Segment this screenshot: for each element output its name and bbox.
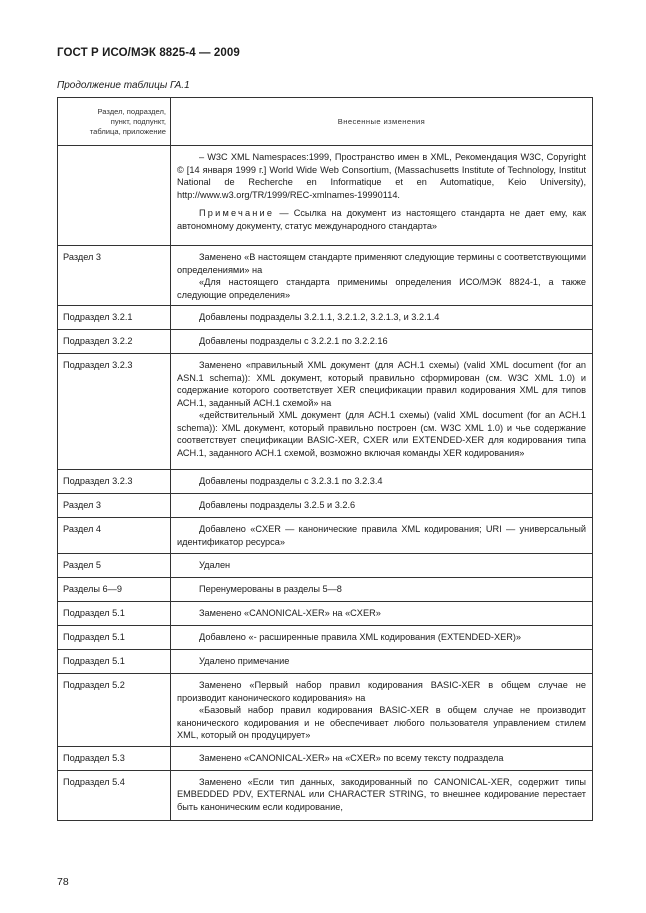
row-section: Раздел 4 xyxy=(58,518,171,554)
change-paragraph: – W3C XML Namespaces:1999, Пространство имен в XML, Рекомендация W3C, Copyright © [14 января 1999 г.] World Wide Web Consortium, (Massachusetts Institute of Technology, Institut National de Recherche en Informatique et en Automatique, Keio University), http://www.w3.org/TR/1999/REC-xmlnames-19990114. xyxy=(177,152,586,200)
row-changes xyxy=(171,554,593,578)
changes-table xyxy=(57,97,593,821)
row-section: Подраздел 3.2.3 xyxy=(58,470,171,494)
row-section: Подраздел 5.1 xyxy=(58,602,171,626)
row-changes xyxy=(171,650,593,674)
table-row xyxy=(58,306,593,330)
table-caption: Продолжение таблицы ГА.1 xyxy=(57,80,190,91)
change-paragraph: Удален xyxy=(199,560,231,571)
row-changes xyxy=(171,602,593,626)
row-changes xyxy=(171,770,593,820)
column-header-section-line2: пункт, подпункт, xyxy=(110,116,166,126)
table-row xyxy=(58,770,593,820)
column-header-section-line1: Раздел, подраздел, xyxy=(97,106,166,116)
table-row xyxy=(58,330,593,354)
row-changes xyxy=(171,306,593,330)
document-header: ГОСТ Р ИСО/МЭК 8825-4 — 2009 xyxy=(57,47,240,59)
column-header-changes: Внесенные изменения xyxy=(171,98,593,146)
row-changes xyxy=(171,518,593,554)
row-section: Раздел 3 xyxy=(58,494,171,518)
change-paragraph: Добавлено «- расширенные правила XML кодирования (EXTENDED-XER)» xyxy=(199,632,522,643)
row-section: Раздел 5 xyxy=(58,554,171,578)
row-changes xyxy=(171,330,593,354)
page-number: 78 xyxy=(57,876,69,888)
change-paragraph: Заменено «В настоящем стандарте применяют следующие термины с соответствующими определениями» на xyxy=(177,252,586,275)
row-changes xyxy=(171,246,593,306)
table-row xyxy=(58,554,593,578)
table-row xyxy=(58,578,593,602)
note-label: Примечание xyxy=(199,208,275,218)
row-changes xyxy=(171,146,593,246)
row-changes xyxy=(171,354,593,470)
change-paragraph: Удалено примечание xyxy=(199,656,290,667)
change-paragraph: Заменено «CANONICAL-XER» на «CXER» xyxy=(199,608,381,619)
table-header-row xyxy=(58,98,593,146)
change-paragraph: Заменено «Первый набор правил кодирования BASIC-XER в общем случае не производит канонического кодирования» на xyxy=(177,680,586,703)
column-header-section-line3: таблица, приложение xyxy=(89,126,166,136)
table-row xyxy=(58,518,593,554)
row-section: Разделы 6—9 xyxy=(58,578,171,602)
change-paragraph: Добавлено «CXER — канонические правила XML кодирования; URI — универсальный идентификатор ресурса» xyxy=(177,524,586,547)
change-paragraph: Заменено «Если тип данных, закодированный по CANONICAL-XER, содержит типы EMBEDDED PDV, EXTERNAL или CHARACTER STRING, то внешнее кодирование перестает быть каноническим если кодирование, xyxy=(177,776,586,812)
row-section: Подраздел 5.2 xyxy=(58,674,171,747)
row-section: Подраздел 5.1 xyxy=(58,650,171,674)
note-text: — Ссылка на документ из настоящего стандарта не дает ему, как автономному документу, статус международного стандарта» xyxy=(177,208,586,231)
table-row xyxy=(58,246,593,306)
row-section: Раздел 3 xyxy=(58,246,171,306)
row-section: Подраздел 3.2.2 xyxy=(58,330,171,354)
change-paragraph: «действительный XML документ (для АСН.1 схемы) (valid XML document (for an ACH.1 schema)): XML документ, который правильно построен (см. W3C XML 1.0) и чье содержание соответствует спецификации BASIC-XER, CXER или EXTENDED-XER для кодирования типа АСН.1, заданного АСН.1 схемой, возможно включая команды XER кодирования» xyxy=(177,410,586,458)
note-paragraph xyxy=(177,207,586,232)
change-paragraph: Добавлены подразделы с 3.2.2.1 по 3.2.2.16 xyxy=(199,336,388,347)
row-section: Подраздел 5.4 xyxy=(58,770,171,820)
row-changes xyxy=(171,626,593,650)
table-row xyxy=(58,746,593,770)
table-row xyxy=(58,674,593,747)
change-paragraph: Заменено «правильный XML документ (для АСН.1 схемы) (valid XML document (for an ASN.1 schema)): XML документ, который правильно сформирован (см. W3C XML 1.0) и содержание которого соответствует XER спецификации правил кодирования XML для типов АСН.1, заданный АСН.1 схемой» на xyxy=(177,360,586,408)
change-paragraph: Добавлены подразделы 3.2.1.1, 3.2.1.2, 3.2.1.3, и 3.2.1.4 xyxy=(199,312,440,323)
row-section: Подраздел 3.2.1 xyxy=(58,306,171,330)
change-paragraph: Перенумерованы в разделы 5—8 xyxy=(199,584,342,595)
change-paragraph: «Для настоящего стандарта применимы определения ИСО/МЭК 8824-1, а также следующие определения» xyxy=(177,277,586,300)
change-paragraph: Добавлены подразделы с 3.2.3.1 по 3.2.3.4 xyxy=(199,476,383,487)
row-changes xyxy=(171,470,593,494)
table-row xyxy=(58,470,593,494)
table-row xyxy=(58,354,593,470)
table-row xyxy=(58,494,593,518)
row-section: Подраздел 5.3 xyxy=(58,746,171,770)
change-paragraph: «Базовый набор правил кодирования BASIC-XER в общем случае не производит канонического кодирования и не обеспечивает любого пользователя управлением стилем XML, который он продуцирует» xyxy=(177,705,586,741)
change-paragraph: Добавлены подразделы 3.2.5 и 3.2.6 xyxy=(199,500,356,511)
row-changes xyxy=(171,674,593,747)
table-row xyxy=(58,650,593,674)
table-row xyxy=(58,626,593,650)
row-section xyxy=(58,146,171,246)
column-header-section xyxy=(58,98,171,146)
row-section: Подраздел 5.1 xyxy=(58,626,171,650)
row-changes xyxy=(171,494,593,518)
row-section: Подраздел 3.2.3 xyxy=(58,354,171,470)
table-row xyxy=(58,146,593,246)
row-changes xyxy=(171,746,593,770)
table-row xyxy=(58,602,593,626)
change-paragraph: Заменено «CANONICAL-XER» на «CXER» по всему тексту подраздела xyxy=(199,752,504,763)
row-changes xyxy=(171,578,593,602)
